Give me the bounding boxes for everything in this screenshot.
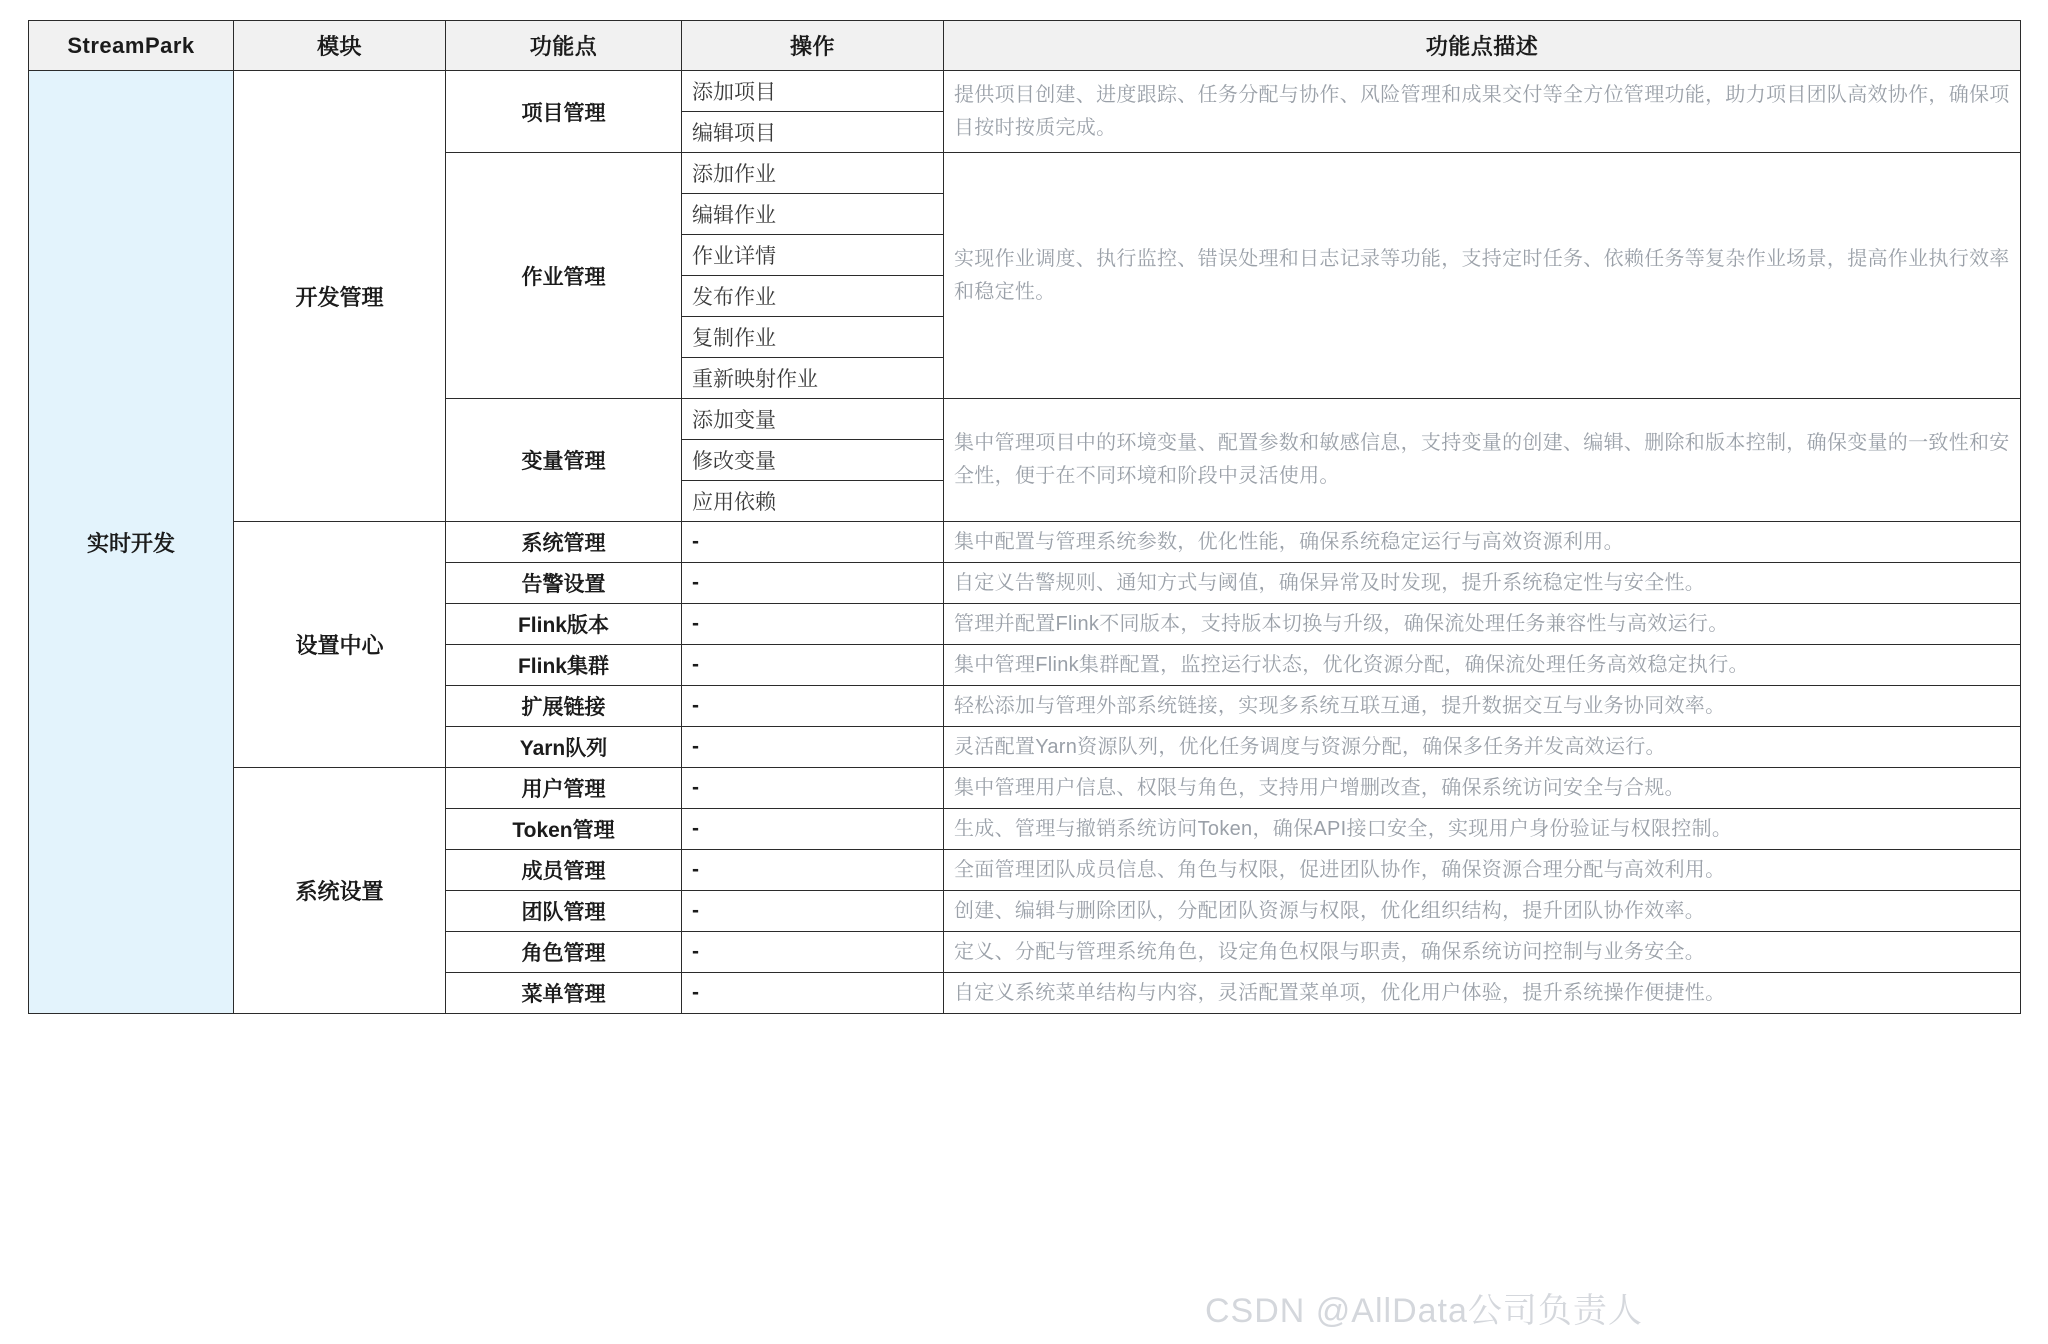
feature-point-cell: 团队管理 [446,891,682,932]
description-cell: 集中管理Flink集群配置，监控运行状态，优化资源分配，确保流处理任务高效稳定执行。 [944,645,2021,686]
operation-cell: 编辑项目 [682,112,944,153]
operation-cell: - [682,850,944,891]
operation-cell: 重新映射作业 [682,358,944,399]
table-header [29,21,2021,71]
operation-cell: - [682,563,944,604]
description-cell: 自定义告警规则、通知方式与阈值，确保异常及时发现，提升系统稳定性与安全性。 [944,563,2021,604]
table-body [29,71,2021,1014]
operation-cell: 添加作业 [682,153,944,194]
operation-cell: 添加变量 [682,399,944,440]
description-cell: 生成、管理与撤销系统访问Token，确保API接口安全，实现用户身份验证与权限控制。 [944,809,2021,850]
operation-cell: - [682,686,944,727]
operation-cell: - [682,973,944,1014]
table-row [29,522,2021,563]
csdn-watermark: CSDN @AllData公司负责人 [1205,1292,1643,1330]
feature-point-cell: 系统管理 [446,522,682,563]
description-cell: 实现作业调度、执行监控、错误处理和日志记录等功能，支持定时任务、依赖任务等复杂作业场景，提高作业执行效率和稳定性。 [944,153,2021,399]
operation-cell: - [682,645,944,686]
feature-point-cell: 扩展链接 [446,686,682,727]
description-cell: 轻松添加与管理外部系统链接，实现多系统互联互通，提升数据交互与业务协同效率。 [944,686,2021,727]
description-cell: 集中管理用户信息、权限与角色，支持用户增删改查，确保系统访问安全与合规。 [944,768,2021,809]
feature-point-cell: 用户管理 [446,768,682,809]
operation-cell: 发布作业 [682,276,944,317]
module-cell: 系统设置 [234,768,446,1014]
table-row [29,71,2021,112]
operation-cell: - [682,768,944,809]
feature-point-cell: Flink版本 [446,604,682,645]
header-feature: 功能点 [446,21,682,71]
table-row [29,768,2021,809]
operation-cell: - [682,932,944,973]
feature-point-cell: 菜单管理 [446,973,682,1014]
feature-point-cell: 作业管理 [446,153,682,399]
header-row [29,21,2021,71]
operation-cell: 编辑作业 [682,194,944,235]
description-cell: 集中配置与管理系统参数，优化性能，确保系统稳定运行与高效资源利用。 [944,522,2021,563]
feature-point-cell: 成员管理 [446,850,682,891]
header-module: 模块 [234,21,446,71]
description-cell: 灵活配置Yarn资源队列，优化任务调度与资源分配，确保多任务并发高效运行。 [944,727,2021,768]
header-action: 操作 [682,21,944,71]
description-cell: 定义、分配与管理系统角色，设定角色权限与职责，确保系统访问控制与业务安全。 [944,932,2021,973]
operation-cell: - [682,727,944,768]
operation-cell: - [682,604,944,645]
description-cell: 集中管理项目中的环境变量、配置参数和敏感信息，支持变量的创建、编辑、删除和版本控制，确保变量的一致性和安全性，便于在不同环境和阶段中灵活使用。 [944,399,2021,522]
description-cell: 创建、编辑与删除团队，分配团队资源与权限，优化组织结构，提升团队协作效率。 [944,891,2021,932]
module-cell: 设置中心 [234,522,446,768]
description-cell: 自定义系统菜单结构与内容，灵活配置菜单项，优化用户体验，提升系统操作便捷性。 [944,973,2021,1014]
operation-cell: 修改变量 [682,440,944,481]
description-cell: 提供项目创建、进度跟踪、任务分配与协作、风险管理和成果交付等全方位管理功能，助力项目团队高效协作，确保项目按时按质完成。 [944,71,2021,153]
header-description: 功能点描述 [944,21,2021,71]
operation-cell: 应用依赖 [682,481,944,522]
feature-point-cell: 项目管理 [446,71,682,153]
feature-point-cell: Flink集群 [446,645,682,686]
feature-matrix-table [28,20,2021,1014]
operation-cell: - [682,809,944,850]
description-cell: 全面管理团队成员信息、角色与权限，促进团队协作，确保资源合理分配与高效利用。 [944,850,2021,891]
operation-cell: 添加项目 [682,71,944,112]
operation-cell: 复制作业 [682,317,944,358]
operation-cell: - [682,522,944,563]
product-name-cell: 实时开发 [29,71,234,1014]
header-product: StreamPark [29,21,234,71]
feature-point-cell: Yarn队列 [446,727,682,768]
feature-point-cell: Token管理 [446,809,682,850]
feature-point-cell: 角色管理 [446,932,682,973]
feature-point-cell: 变量管理 [446,399,682,522]
operation-cell: 作业详情 [682,235,944,276]
operation-cell: - [682,891,944,932]
feature-point-cell: 告警设置 [446,563,682,604]
module-cell: 开发管理 [234,71,446,522]
description-cell: 管理并配置Flink不同版本，支持版本切换与升级，确保流处理任务兼容性与高效运行。 [944,604,2021,645]
